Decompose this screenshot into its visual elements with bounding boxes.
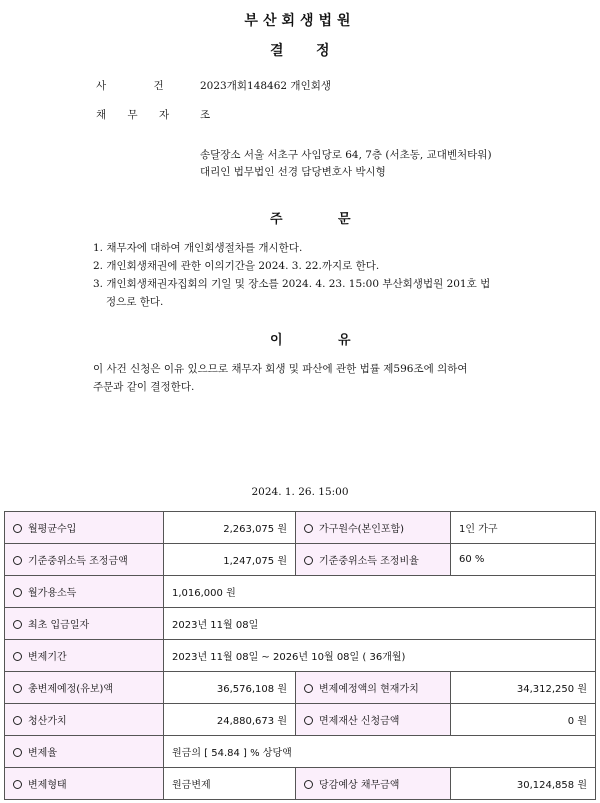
order-item-3: 3. 개인회생채권자집회의 기일 및 장소를 2024. 4. 23. 15:00 부산회생법원 201호 법 [93, 278, 491, 290]
table-row [5, 544, 596, 576]
liquidation-value: 24,880,673 원 [164, 704, 296, 736]
first-payment-label: 최초 입금일자 [28, 620, 90, 631]
median-income-label: 기준중위소득 조정금액 [28, 556, 128, 567]
present-value-label: 변제예정액의 현재가치 [319, 684, 419, 695]
document-title-left: 결 [270, 43, 284, 59]
debt-label: 당감예상 채무금액 [319, 780, 400, 791]
order-item-1: 1. 채무자에 대하여 개인회생절차를 개시한다. [93, 242, 303, 254]
table-row [5, 768, 596, 800]
median-ratio-label: 기준중위소득 조정비율 [319, 556, 419, 567]
debtor-label: 채 무 자 [96, 109, 179, 121]
household-value: 1인 가구 [451, 512, 596, 544]
order-item-2: 2. 개인회생채권에 관한 이의기간을 2024. 3. 22.까지로 한다. [93, 260, 380, 272]
table-row [5, 736, 596, 768]
present-value-value: 34,312,250 원 [451, 672, 596, 704]
table-row [5, 672, 596, 704]
table-label-cell [296, 544, 451, 576]
table-label-cell [5, 672, 164, 704]
available-income-label: 월가용소득 [28, 588, 77, 599]
table-row [5, 576, 596, 608]
order-heading-left: 주 [270, 212, 283, 227]
repay-rate-value: 원금의 [ 54.84 ] % 상당액 [164, 736, 596, 768]
debt-value: 30,124,858 원 [451, 768, 596, 800]
circle-bullet-icon [13, 620, 22, 629]
table-label-cell [5, 544, 164, 576]
table-row [5, 704, 596, 736]
debtor-name: 조 [200, 109, 211, 121]
circle-bullet-icon [304, 780, 313, 789]
table-label-cell [296, 672, 451, 704]
case-label: 사 건 [96, 80, 186, 92]
repay-period-label: 변제기간 [28, 652, 67, 663]
median-ratio-value: 60 % [451, 544, 596, 576]
circle-bullet-icon [13, 716, 22, 725]
circle-bullet-icon [304, 716, 313, 725]
circle-bullet-icon [304, 524, 313, 533]
circle-bullet-icon [13, 588, 22, 597]
repay-rate-label: 변제율 [28, 748, 57, 759]
household-label: 가구원수(본인포함) [319, 524, 405, 535]
liquidation-label: 청산가치 [28, 716, 67, 727]
table-label-cell [296, 768, 451, 800]
circle-bullet-icon [304, 684, 313, 693]
circle-bullet-icon [304, 556, 313, 565]
reason-line-2: 주문과 같이 결정한다. [93, 381, 195, 393]
order-item-3-cont: 정으로 한다. [106, 296, 164, 308]
total-repay-value: 36,576,108 원 [164, 672, 296, 704]
reason-heading-right: 유 [338, 333, 351, 348]
circle-bullet-icon [13, 524, 22, 533]
document-title-right: 정 [316, 43, 330, 59]
repayment-summary-table [4, 511, 596, 800]
table-label-cell [5, 576, 164, 608]
legal-agent: 대리인 법무법인 선경 담당변호사 박시형 [200, 166, 386, 178]
circle-bullet-icon [13, 556, 22, 565]
circle-bullet-icon [13, 780, 22, 789]
table-row [5, 512, 596, 544]
total-repay-label: 총변제예정(유보)액 [28, 684, 114, 695]
circle-bullet-icon [13, 652, 22, 661]
table-row [5, 640, 596, 672]
table-label-cell [5, 640, 164, 672]
repay-period-value: 2023년 11월 08일 ~ 2026년 10월 08일 ( 36개월) [164, 640, 596, 672]
circle-bullet-icon [13, 684, 22, 693]
court-name: 부산회생법원 [244, 13, 356, 29]
table-row [5, 608, 596, 640]
table-label-cell [5, 512, 164, 544]
table-label-cell [5, 608, 164, 640]
available-income-value: 1,016,000 원 [164, 576, 596, 608]
exempt-label: 면제재산 신청금액 [319, 716, 400, 727]
table-label-cell [5, 704, 164, 736]
decision-date: 2024. 1. 26. 15:00 [251, 486, 349, 498]
first-payment-value: 2023년 11월 08일 [164, 608, 596, 640]
monthly-income-value: 2,263,075 원 [164, 512, 296, 544]
table-label-cell [5, 736, 164, 768]
table-label-cell [5, 768, 164, 800]
reason-line-1: 이 사건 신청은 이유 있으므로 채무자 회생 및 파산에 관한 법률 제596조에 의하여 [93, 363, 468, 375]
monthly-income-label: 월평균수입 [28, 524, 77, 535]
median-income-value: 1,247,075 원 [164, 544, 296, 576]
table-label-cell [296, 512, 451, 544]
circle-bullet-icon [13, 748, 22, 757]
repay-type-value: 원금변제 [164, 768, 296, 800]
reason-heading-left: 이 [270, 333, 283, 348]
order-heading-right: 문 [338, 212, 351, 227]
case-number: 2023개회148462 개인회생 [200, 80, 331, 92]
repay-type-label: 변제형태 [28, 780, 67, 791]
table-label-cell [296, 704, 451, 736]
delivery-address: 송달장소 서울 서초구 사임당로 64, 7층 (서초동, 교대벤처타워) [200, 149, 492, 161]
exempt-value: 0 원 [451, 704, 596, 736]
